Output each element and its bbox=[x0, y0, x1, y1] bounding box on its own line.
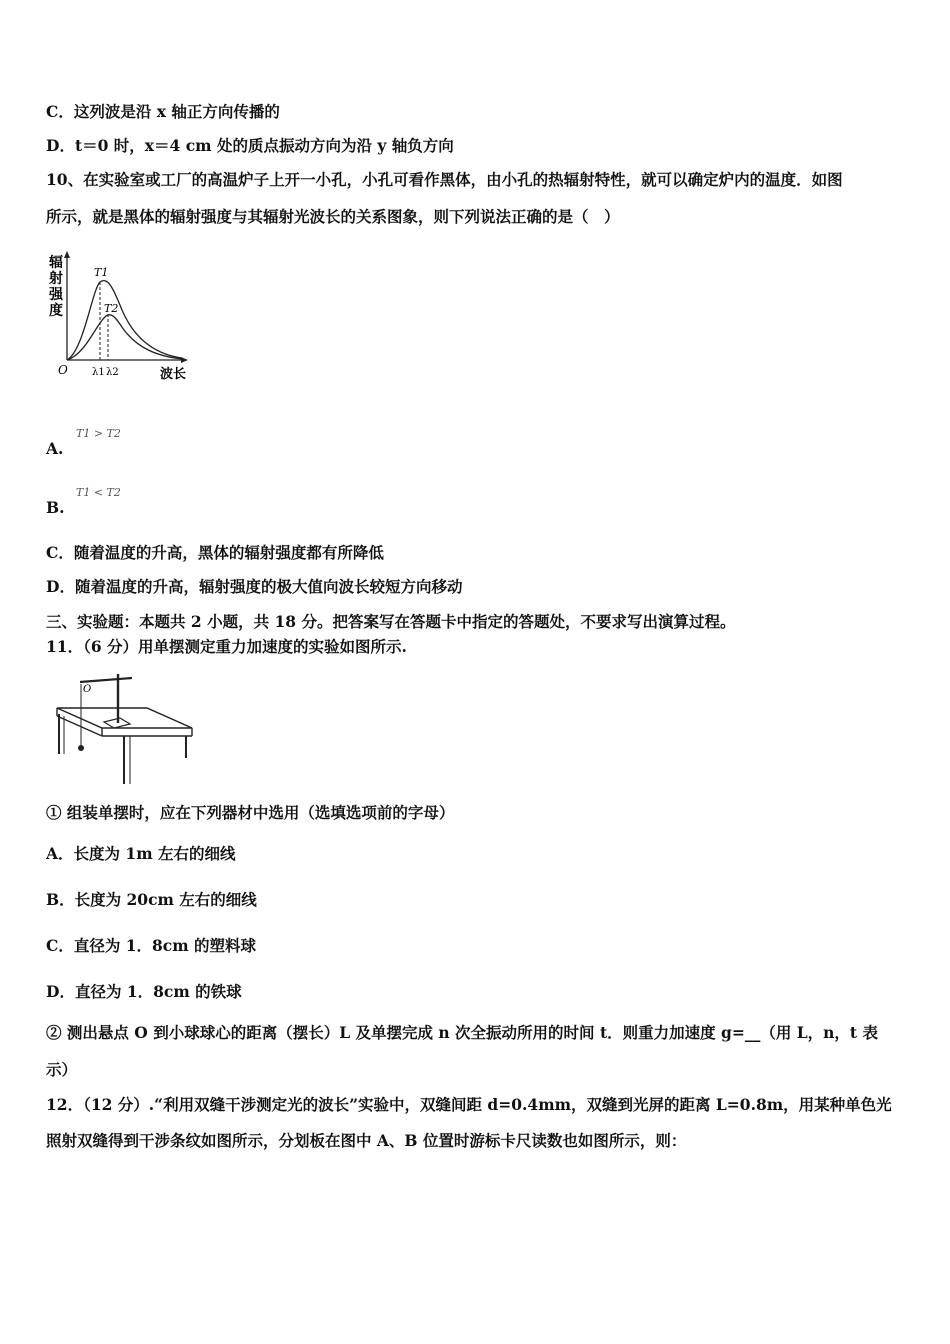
ylabel-char-4: 度 bbox=[49, 303, 63, 319]
pendulum-bob bbox=[78, 745, 84, 751]
q11-part2-line1: ② 测出悬点 O 到小球球心的距离（摆长）L 及单摆完成 n 次全振动所用的时间 t．则重力加速度 g=__（用 L，n，t 表 bbox=[46, 1023, 878, 1042]
lambda2-label: λ2 bbox=[106, 367, 119, 378]
x-axis-arrow bbox=[181, 357, 188, 363]
q10-option-c: C．随着温度的升高，黑体的辐射强度都有所降低 bbox=[46, 543, 384, 562]
xlabel: 波长 bbox=[160, 367, 187, 382]
stand-arm bbox=[80, 678, 132, 682]
q11-option-d: D．直径为 1．8cm 的铁球 bbox=[46, 982, 242, 1001]
y-axis-arrow bbox=[64, 251, 70, 258]
curve-t1-label: T1 bbox=[94, 266, 109, 279]
section3-heading: 三、实验题：本题共 2 小题，共 18 分。把答案写在答题卡中指定的答题处，不要求写出演算过程。 bbox=[46, 612, 736, 631]
q11-stem: 11．（6 分）用单摆测定重力加速度的实验如图所示. bbox=[46, 637, 407, 656]
q10-option-a-label: A. bbox=[46, 439, 64, 458]
blackbody-radiation-graph bbox=[44, 250, 194, 385]
q10-stem-line2: 所示，就是黑体的辐射强度与其辐射光波长的关系图象，则下列说法正确的是（ ） bbox=[46, 207, 620, 226]
origin-label: O bbox=[58, 363, 68, 377]
q11-part2-line2: 示） bbox=[46, 1060, 78, 1079]
ylabel-char-2: 射 bbox=[49, 271, 63, 287]
pivot-o-label: O bbox=[83, 684, 92, 695]
curve-t1 bbox=[67, 281, 182, 360]
ylabel-char-3: 强 bbox=[49, 287, 63, 303]
q11-part1: ① 组装单摆时，应在下列器材中选用（选填选项前的字母） bbox=[46, 803, 455, 822]
q9-option-d: D．t＝0 时，x＝4 cm 处的质点振动方向为沿 y 轴负方向 bbox=[46, 136, 454, 155]
q10-option-d: D．随着温度的升高，辐射强度的极大值向波长较短方向移动 bbox=[46, 577, 463, 596]
q11-option-b: B．长度为 20cm 左右的细线 bbox=[46, 890, 257, 909]
q10-option-b-formula: T1 < T2 bbox=[76, 486, 121, 499]
q10-option-b-label: B. bbox=[46, 498, 65, 517]
q11-option-c: C．直径为 1．8cm 的塑料球 bbox=[46, 936, 257, 955]
curve-t2-label: T2 bbox=[104, 302, 119, 315]
q10-stem-line1: 10、在实验室或工厂的高温炉子上开一小孔，小孔可看作黑体，由小孔的热辐射特性，就可以确定炉内的温度．如图 bbox=[46, 170, 843, 189]
lambda1-label: λ1 bbox=[92, 367, 105, 378]
q12-stem-line2: 照射双缝得到干涉条纹如图所示，分划板在图中 A、B 位置时游标卡尺读数也如图所示，则： bbox=[46, 1131, 687, 1150]
q9-option-c: C．这列波是沿 x 轴正方向传播的 bbox=[46, 102, 280, 121]
ylabel-char-1: 辐 bbox=[49, 255, 63, 271]
q10-option-a-formula: T1 > T2 bbox=[76, 427, 121, 440]
q11-option-a: A．长度为 1m 左右的细线 bbox=[46, 844, 236, 863]
q12-stem-line1: 12．（12 分）.“利用双缝干涉测定光的波长”实验中，双缝间距 d=0.4mm，双缝到光屏的距离 L=0.8m，用某种单色光 bbox=[46, 1095, 892, 1114]
pendulum-apparatus-figure bbox=[52, 668, 197, 788]
